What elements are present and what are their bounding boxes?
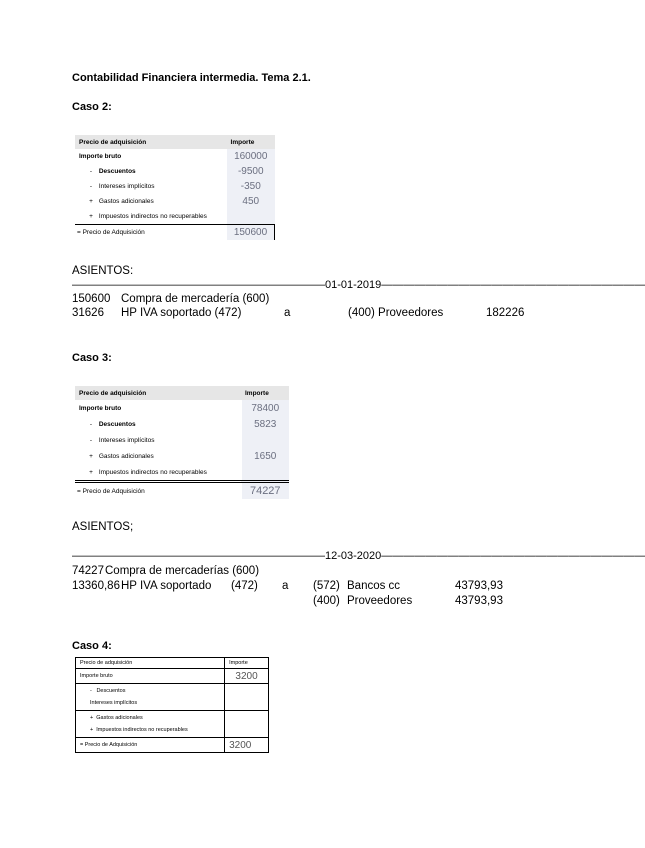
caso2-heading: Caso 2:	[72, 101, 112, 113]
caso2-asientos-label: ASIENTOS:	[72, 265, 134, 277]
row-label: = Precio de Adquisición	[77, 229, 145, 236]
row-label: = Precio de Adquisición	[77, 487, 145, 495]
caso4-table	[75, 657, 269, 753]
caso2-row1-desc: Compra de mercadería (600)	[121, 293, 270, 305]
table-header	[76, 658, 269, 669]
table-row	[75, 432, 289, 448]
table-row	[75, 464, 289, 482]
row-label: Importe bruto	[79, 153, 122, 160]
table-row	[75, 164, 275, 179]
row-value	[241, 464, 289, 482]
row-value	[241, 432, 289, 448]
caso3-heading: Caso 3:	[72, 352, 112, 364]
minus-sign: -	[89, 436, 93, 444]
row-label: Descuentos	[98, 420, 136, 428]
table-row	[75, 194, 275, 209]
table-row	[75, 179, 275, 194]
page-title: Contabilidad Financiera intermedia. Tema 2.1.	[72, 72, 311, 84]
table-row	[76, 684, 269, 711]
caso3-row3-acc-code: (400)	[313, 595, 340, 607]
caso2-table	[75, 135, 275, 240]
row-label: Gastos adicionales	[98, 452, 154, 460]
plus-sign: +	[89, 198, 93, 205]
col-importe-header: Importe	[227, 135, 275, 149]
row-label: = Precio de Adquisición	[76, 738, 225, 753]
table-row	[75, 149, 275, 164]
intereses-line	[90, 700, 220, 706]
caso3-row3-acc-name: Proveedores	[347, 595, 413, 607]
row-value: 150600	[227, 225, 275, 241]
row-value	[225, 684, 269, 711]
row-value: 3200	[225, 669, 269, 684]
caso2-row2-account: (400) Proveedores	[348, 307, 444, 319]
caso3-date-line: ———————————————————————12-03-2020————————————————————————	[72, 550, 645, 562]
table-row	[75, 225, 275, 241]
caso3-row1-amount: 74227	[72, 565, 104, 577]
caso2-row1-amount: 150600	[72, 293, 111, 305]
row-value: 1650	[241, 448, 289, 464]
row-label: Intereses implícitos	[98, 436, 155, 444]
minus-sign: -	[89, 168, 93, 175]
caso3-table	[75, 386, 289, 499]
row-label: Gastos adicionales	[96, 715, 143, 721]
table-row	[76, 669, 269, 684]
row-label: Gastos adicionales	[98, 198, 154, 205]
col-precio-header: Precio de adquisición	[75, 386, 241, 400]
caso3-row2-acc-name: Bancos cc	[347, 580, 401, 592]
plus-sign: +	[90, 727, 94, 733]
row-label: Impuestos indirectos no recuperables	[96, 727, 188, 733]
col-importe-header: Importe	[225, 658, 269, 669]
row-label: Descuentos	[96, 688, 126, 694]
caso4-heading: Caso 4:	[72, 640, 112, 652]
minus-sign: -	[89, 420, 93, 428]
row-value: 74227	[241, 482, 289, 500]
caso3-row1-desc: Compra de mercaderías (600)	[105, 565, 260, 577]
table-row	[75, 400, 289, 416]
plus-sign: +	[90, 715, 94, 721]
plus-sign: +	[89, 468, 93, 476]
table-header	[75, 135, 275, 149]
row-value: 5823	[241, 416, 289, 432]
row-label: Descuentos	[98, 168, 136, 175]
caso2-date-line: ———————————————————————01-01-2019————————————————————————	[72, 279, 645, 291]
table-row	[76, 711, 269, 738]
plus-sign: +	[89, 213, 93, 220]
caso3-row2-credit: 43793,93	[455, 580, 503, 592]
row-label: Impuestos indirectos no recuperables	[98, 468, 207, 476]
table-row	[75, 482, 289, 500]
row-label: Intereses implícitos	[98, 183, 155, 190]
caso2-row2-desc: HP IVA soportado (472)	[121, 307, 242, 319]
caso3-asientos-label: ASIENTOS;	[72, 521, 134, 533]
table-row	[75, 448, 289, 464]
row-value	[227, 209, 275, 225]
caso3-row2-a: a	[282, 580, 289, 592]
caso2-row2-amount: 31626	[72, 307, 104, 319]
table-row	[76, 738, 269, 753]
row-label: Intereses implícitos	[90, 700, 138, 706]
table-row	[75, 209, 275, 225]
col-precio-header: Precio de adquisición	[76, 658, 225, 669]
row-value: 3200	[225, 738, 269, 753]
caso2-row2-a: a	[284, 307, 291, 319]
col-precio-header: Precio de adquisición	[75, 135, 227, 149]
row-value: 78400	[241, 400, 289, 416]
descuentos-line	[90, 688, 220, 694]
caso3-row2-code: (472)	[231, 580, 258, 592]
minus-sign: -	[89, 183, 93, 190]
row-value: 450	[227, 194, 275, 209]
col-importe-header: Importe	[241, 386, 289, 400]
gastos-line	[90, 715, 220, 721]
row-value: 160000	[227, 149, 275, 164]
row-value: -9500	[227, 164, 275, 179]
minus-sign: -	[90, 688, 92, 694]
caso3-row2-acc-code: (572)	[313, 580, 340, 592]
table-row	[75, 416, 289, 432]
caso3-row2-desc: HP IVA soportado	[121, 580, 212, 592]
table-header	[75, 386, 289, 400]
caso3-row2-amount: 13360,86	[72, 580, 120, 592]
row-value	[225, 711, 269, 738]
row-label: Importe bruto	[79, 404, 122, 412]
row-label: Importe bruto	[76, 669, 225, 684]
impuestos-line	[90, 727, 220, 733]
plus-sign: +	[89, 452, 93, 460]
row-value: -350	[227, 179, 275, 194]
caso2-row2-credit: 182226	[486, 307, 525, 319]
caso3-row3-credit: 43793,93	[455, 595, 503, 607]
row-label: Impuestos indirectos no recuperables	[98, 213, 207, 220]
